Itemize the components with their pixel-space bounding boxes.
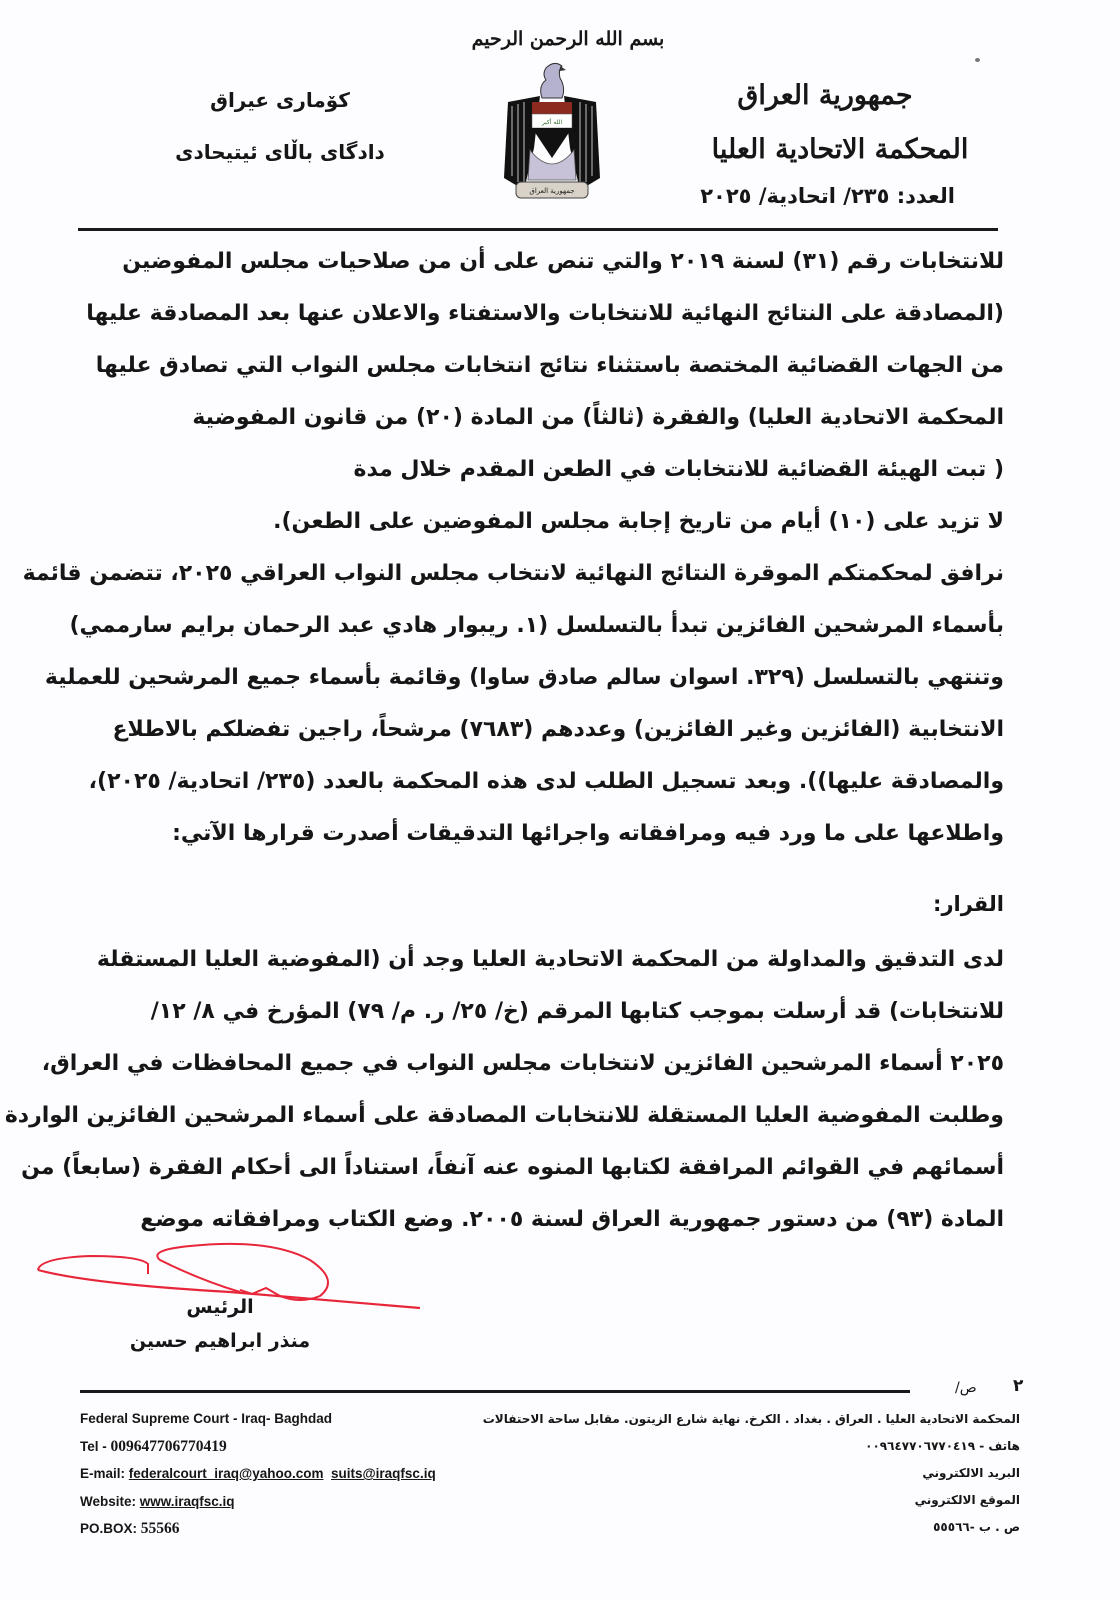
document-number [700, 184, 955, 208]
footer-ar-address: المحكمة الاتحادية العليا . العراق . بغداد . الكرخ. نهاية شارع الزيتون. مقابل ساحة الاحتفالات [482, 1412, 1020, 1426]
country-name: جمهورية العراق [737, 80, 913, 111]
paragraph-request [22, 236, 1004, 860]
footer-english [80, 1405, 436, 1543]
text-line: وطلبت المفوضية العليا المستقلة للانتخابات المصادقة على أسماء المرشحين الفائزين الواردة [4, 1103, 1004, 1128]
text-line: والمصادقة عليها)). وبعد تسجيل الطلب لدى هذه المحكمة بالعدد (٢٣٥/ اتحادية/ ٢٠٢٥)، [88, 769, 1004, 794]
signatory-title: الرئيس [186, 1296, 254, 1318]
footer-address: Federal Supreme Court - Iraq- Baghdad [80, 1411, 333, 1426]
signatory-name: منذر ابراهيم حسين [129, 1330, 311, 1352]
tel-number: 009647706770419 [110, 1437, 227, 1455]
page-mark: ص/ [955, 1380, 977, 1396]
footer-email: E-mail: federalcourt_iraq@yahoo.com suits@iraqfsc.iq [80, 1466, 436, 1481]
text-line: واطلاعها على ما ورد فيه ومرافقاته واجرائها التدقيقات أصدرت قرارها الآتي: [172, 821, 1004, 846]
footer-ar-website-label: الموقع الالكتروني [914, 1493, 1020, 1507]
eagle-head [541, 63, 566, 98]
text-line: للانتخابات) قد أرسلت بموجب كتابها المرقم (خ/ ٢٥/ ر. م/ ٧٩) المؤرخ في ٨/ ١٢/ [150, 999, 1004, 1024]
page-number: ٢ [1013, 1376, 1024, 1396]
pobox-number: 55566 [140, 1520, 180, 1537]
decision-heading: القرار: [933, 892, 1004, 916]
text-line: الانتخابية (الفائزين وغير الفائزين) وعددهم (٧٦٨٣) مرشحاً، راجين تفضلكم بالاطلاع [112, 717, 1004, 742]
number-label: العدد: [896, 184, 955, 208]
text-line: المحكمة الاتحادية العليا) والفقرة (ثالثاً) من المادة (٢٠) من قانون المفوضية [192, 405, 1004, 430]
emblem-banner: جمهورية العراق [529, 187, 575, 195]
text-line: بأسماء المرشحين الفائزين تبدأ بالتسلسل (١. ريبوار هادي عبد الرحمان برايم سارممي) [69, 613, 1004, 638]
text-line: (المصادقة على النتائج النهائية للانتخابات والاستفتاء والاعلان عنها بعد المصادقة عليها [86, 301, 1004, 326]
text-line: المادة (٩٣) من دستور جمهورية العراق لسنة ٢٠٠٥. وضع الكتاب ومرافقاته موضع [140, 1207, 1004, 1232]
footer-pobox: PO.BOX: 55566 [80, 1520, 180, 1537]
footer-website: Website: www.iraqfsc.iq [80, 1493, 235, 1509]
footer-tel: Tel - 009647706770419 [80, 1437, 227, 1455]
iraq-emblem-icon [502, 58, 602, 208]
court-name: المحكمة الاتحادية العليا [711, 134, 969, 165]
kurdish-country-name: کۆماری عیراق [210, 88, 350, 112]
text-line: لدى التدقيق والمداولة من المحكمة الاتحادية العليا وجد أن (المفوضية العليا المستقلة [96, 947, 1004, 972]
kurdish-court-name: دادگای باڵای ئیتیحادی [175, 140, 385, 164]
header-kurdish [160, 0, 400, 200]
scan-speck [975, 58, 980, 62]
text-line: نرافق لمحكمتكم الموقرة النتائج النهائية لانتخاب مجلس النواب العراقي ٢٠٢٥، تتضمن قائمة [22, 561, 1004, 586]
footer-ar-pobox: ص . ب -٥٥٥٦٦ [933, 1520, 1020, 1534]
footer-arabic [483, 1406, 1020, 1541]
header-arabic [695, 0, 969, 200]
footer-divider [80, 1390, 910, 1393]
text-line: وتنتهي بالتسلسل (٣٢٩. اسوان سالم صادق ساوا) وقائمة بأسماء جميع المرشحين للعملية [44, 665, 1004, 690]
header-divider [78, 228, 998, 231]
text-line: ٢٠٢٥ أسماء المرشحين الفائزين لانتخابات مجلس النواب في جميع المحافظات في العراق، [41, 1051, 1004, 1076]
number-value: ٢٣٥/ اتحادية/ ٢٠٢٥ [700, 184, 890, 208]
email-link-1[interactable]: federalcourt_iraq@yahoo.com [128, 1466, 324, 1481]
website-link[interactable]: www.iraqfsc.iq [139, 1493, 235, 1509]
text-line: لا تزيد على (١٠) أيام من تاريخ إجابة مجلس المفوضين على الطعن). [273, 509, 1004, 534]
text-line: أسمائهم في القوائم المرافقة لكتابها المنوه عنه آنفاً، استناداً الى أحكام الفقرة (سابعاً) من [21, 1155, 1004, 1180]
shield [532, 102, 572, 158]
footer-ar-phone: هاتف - ٠٠٩٦٤٧٧٠٦٧٧٠٤١٩ [865, 1439, 1020, 1453]
text-line: من الجهات القضائية المختصة باستثناء نتائج انتخابات مجلس النواب التي تصادق عليها [95, 353, 1004, 378]
paragraph-decision [4, 934, 1004, 1246]
emblem-text: الله أكبر [541, 119, 563, 126]
footer-ar-email-label: البريد الالكتروني [922, 1466, 1020, 1480]
text-line: ( تبت الهيئة القضائية للانتخابات في الطعن المقدم خلال مدة [353, 457, 1004, 482]
basmala: بسم الله الرحمن الرحيم [471, 28, 665, 50]
text-line: للانتخابات رقم (٣١) لسنة ٢٠١٩ والتي تنص على أن من صلاحيات مجلس المفوضين [122, 249, 1004, 274]
email-link-2[interactable]: suits@iraqfsc.iq [331, 1466, 436, 1481]
